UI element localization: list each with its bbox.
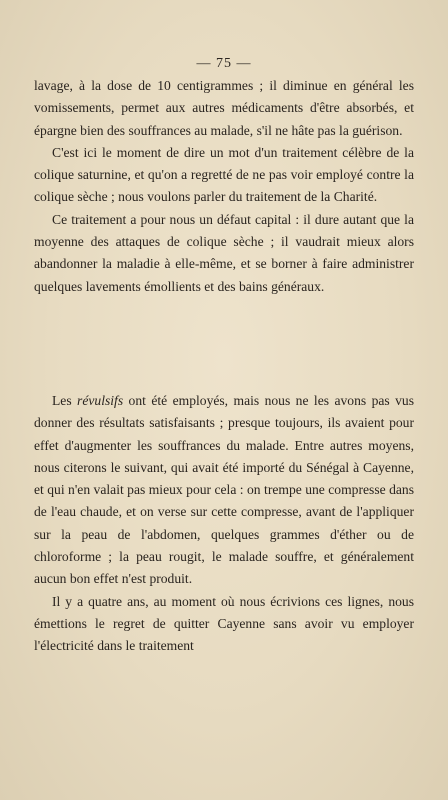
revulsifs-text: ont été employés, mais nous ne les avons pas vus donner des résultats satisfaisants ; presque toujours, ils avaient pour effet d'augmenter les souffrances du malade. Entre autres moyens, nous citerons le suivant, qui avait été importé du Sénégal à Cayenne, et qui n'en valait pas mieux pour cela : on trempe une compresse dans de l'eau chaude, et on verse sur cette compresse, avant de l'appliquer sur la peau de l'abdomen, quelques grammes d'éther ou de chloroforme ; la peau rougit, le malade souffre, et généralement aucun bon effet n'est produit. bbox=[34, 393, 414, 587]
text-block-top bbox=[34, 75, 414, 298]
revulsifs-lead: Les bbox=[52, 393, 78, 408]
paragraph-electricite: Il y a quatre ans, au moment où nous écrivions ces lignes, nous émettions le regret de quitter Cayenne sans avoir vu employer l'électricité dans le traitement bbox=[34, 593, 414, 654]
paragraph-lavage: lavage, à la dose de 10 centigrammes ; il diminue en général les vomissements, permet aux autres médicaments d'être absorbés, et épargne bien des souffrances au malade, s'il ne hâte pas la guérison. bbox=[34, 78, 414, 138]
revulsifs-term: révulsifs bbox=[77, 393, 124, 408]
paragraph-charite: C'est ici le moment de dire un mot d'un traitement célèbre de la colique saturnine, et qu'on a regretté de ne pas voir employé contre la colique sèche ; nous voulons parler du traitement de la Charité. bbox=[34, 144, 414, 205]
paragraph-defaut: Ce traitement a pour nous un défaut capital : il dure autant que la moyenne des attaques de colique sèche ; il vaudrait mieux alors abandonner la maladie à elle-même, et se borner à faire administrer quelques lavements émollients et des bains généraux. bbox=[34, 211, 414, 294]
text-block-bottom bbox=[34, 390, 414, 658]
paragraph-revulsifs bbox=[34, 390, 414, 591]
page-number: — 75 — bbox=[196, 56, 252, 71]
